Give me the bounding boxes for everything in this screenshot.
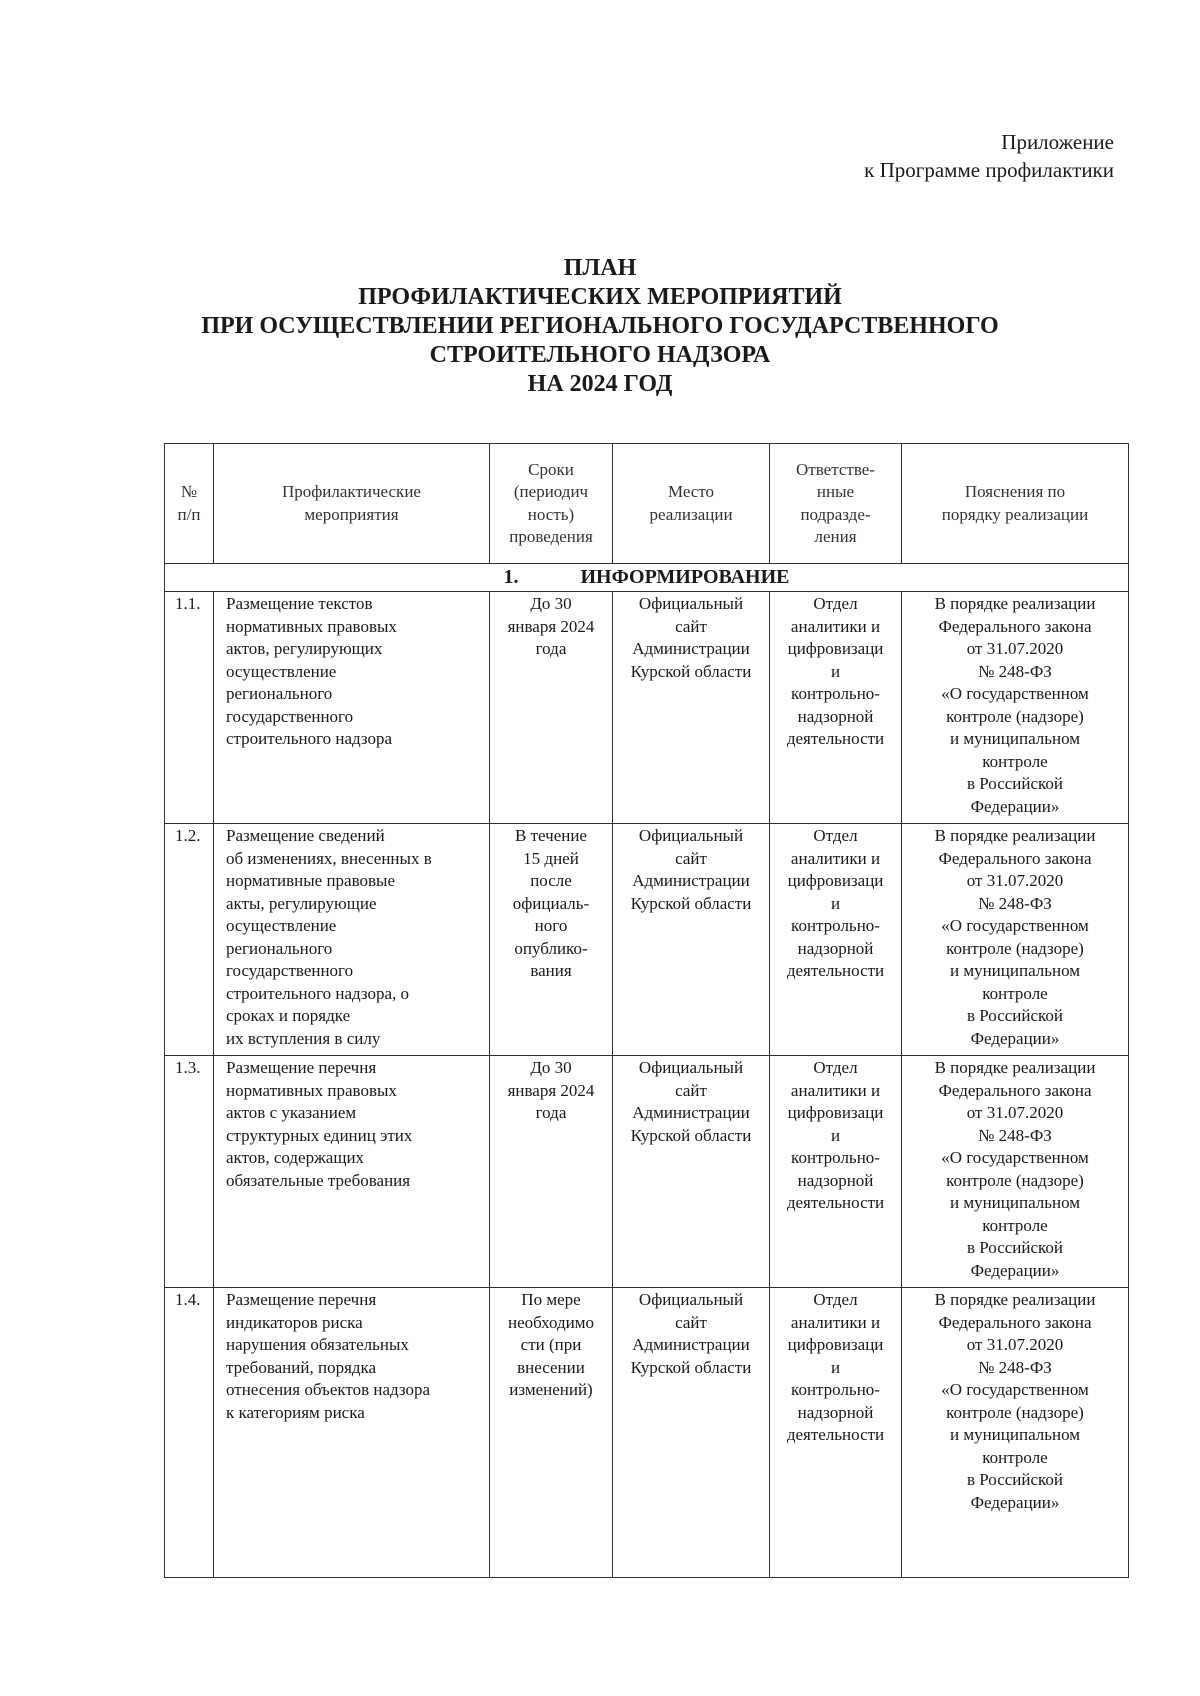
row-activity: Размещение сведений об изменениях, внесенных в нормативные правовые акты, регулирующие осуществление регионального государственного строительного надзора, о сроках и порядке их вступления в силу xyxy=(214,824,490,1056)
plan-table xyxy=(164,443,1129,1578)
row-responsible: Отдел аналитики и цифровизаци и контрольно- надзорной деятельности xyxy=(770,1288,902,1578)
table-row xyxy=(165,1056,1129,1288)
row-notes: В порядке реализации Федерального закона от 31.07.2020 № 248-ФЗ «О государственном контроле (надзоре) и муниципальном контроле в Российской Федерации» xyxy=(902,824,1129,1056)
row-activity: Размещение перечня нормативных правовых актов с указанием структурных единиц этих актов, содержащих обязательные требования xyxy=(214,1056,490,1288)
row-place: Официальный сайт Администрации Курской области xyxy=(613,1056,770,1288)
header-notes: Пояснения по порядку реализации xyxy=(902,444,1129,564)
row-notes: В порядке реализации Федерального закона от 31.07.2020 № 248-ФЗ «О государственном контроле (надзоре) и муниципальном контроле в Российской Федерации» xyxy=(902,1056,1129,1288)
table-row xyxy=(165,824,1129,1056)
row-place: Официальный сайт Администрации Курской области xyxy=(613,592,770,824)
row-notes: В порядке реализации Федерального закона от 31.07.2020 № 248-ФЗ «О государственном контроле (надзоре) и муниципальном контроле в Российской Федерации» xyxy=(902,592,1129,824)
row-terms: В течение 15 дней после официаль- ного опублико- вания xyxy=(490,824,613,1056)
section-number: 1. xyxy=(503,566,519,588)
row-responsible: Отдел аналитики и цифровизаци и контрольно- надзорной деятельности xyxy=(770,824,902,1056)
title-line-5: НА 2024 ГОД xyxy=(527,371,673,397)
row-terms: По мере необходимо сти (при внесении изменений) xyxy=(490,1288,613,1578)
plan-table-container xyxy=(164,443,1129,1578)
row-num: 1.2. xyxy=(165,824,214,1056)
header-num: № п/п xyxy=(165,444,214,564)
row-activity: Размещение перечня индикаторов риска нарушения обязательных требований, порядка отнесения объектов надзора к категориям риска xyxy=(214,1288,490,1578)
header-activity: Профилактические мероприятия xyxy=(214,444,490,564)
document-title xyxy=(140,254,1060,399)
row-activity: Размещение текстов нормативных правовых актов, регулирующих осуществление регионального государственного строительного надзора xyxy=(214,592,490,824)
section-heading xyxy=(165,564,1129,592)
appendix-caption xyxy=(864,128,1114,184)
title-line-1: ПЛАН xyxy=(563,255,637,281)
title-line-2: ПРОФИЛАКТИЧЕСКИХ МЕРОПРИЯТИЙ xyxy=(358,284,842,310)
header-place: Место реализации xyxy=(613,444,770,564)
title-line-4: СТРОИТЕЛЬНОГО НАДЗОРА xyxy=(429,342,771,368)
row-place: Официальный сайт Администрации Курской области xyxy=(613,1288,770,1578)
row-terms: До 30 января 2024 года xyxy=(490,592,613,824)
row-responsible: Отдел аналитики и цифровизаци и контрольно- надзорной деятельности xyxy=(770,592,902,824)
row-responsible: Отдел аналитики и цифровизаци и контрольно- надзорной деятельности xyxy=(770,1056,902,1288)
row-place: Официальный сайт Администрации Курской области xyxy=(613,824,770,1056)
appendix-label: Приложение xyxy=(1001,130,1114,154)
row-notes: В порядке реализации Федерального закона от 31.07.2020 № 248-ФЗ «О государственном контроле (надзоре) и муниципальном контроле в Российской Федерации» xyxy=(902,1288,1129,1578)
title-line-3: ПРИ ОСУЩЕСТВЛЕНИИ РЕГИОНАЛЬНОГО ГОСУДАРСТВЕННОГО xyxy=(201,313,999,339)
row-num: 1.1. xyxy=(165,592,214,824)
row-num: 1.3. xyxy=(165,1056,214,1288)
section-title: ИНФОРМИРОВАНИЕ xyxy=(580,566,790,588)
appendix-reference: к Программе профилактики xyxy=(864,158,1114,182)
row-num: 1.4. xyxy=(165,1288,214,1578)
header-responsible: Ответстве- нные подразде- ления xyxy=(770,444,902,564)
header-terms: Сроки (периодич ность) проведения xyxy=(490,444,613,564)
table-header-row xyxy=(165,444,1129,564)
section-row xyxy=(165,564,1129,592)
table-row xyxy=(165,1288,1129,1578)
table-row xyxy=(165,592,1129,824)
row-terms: До 30 января 2024 года xyxy=(490,1056,613,1288)
